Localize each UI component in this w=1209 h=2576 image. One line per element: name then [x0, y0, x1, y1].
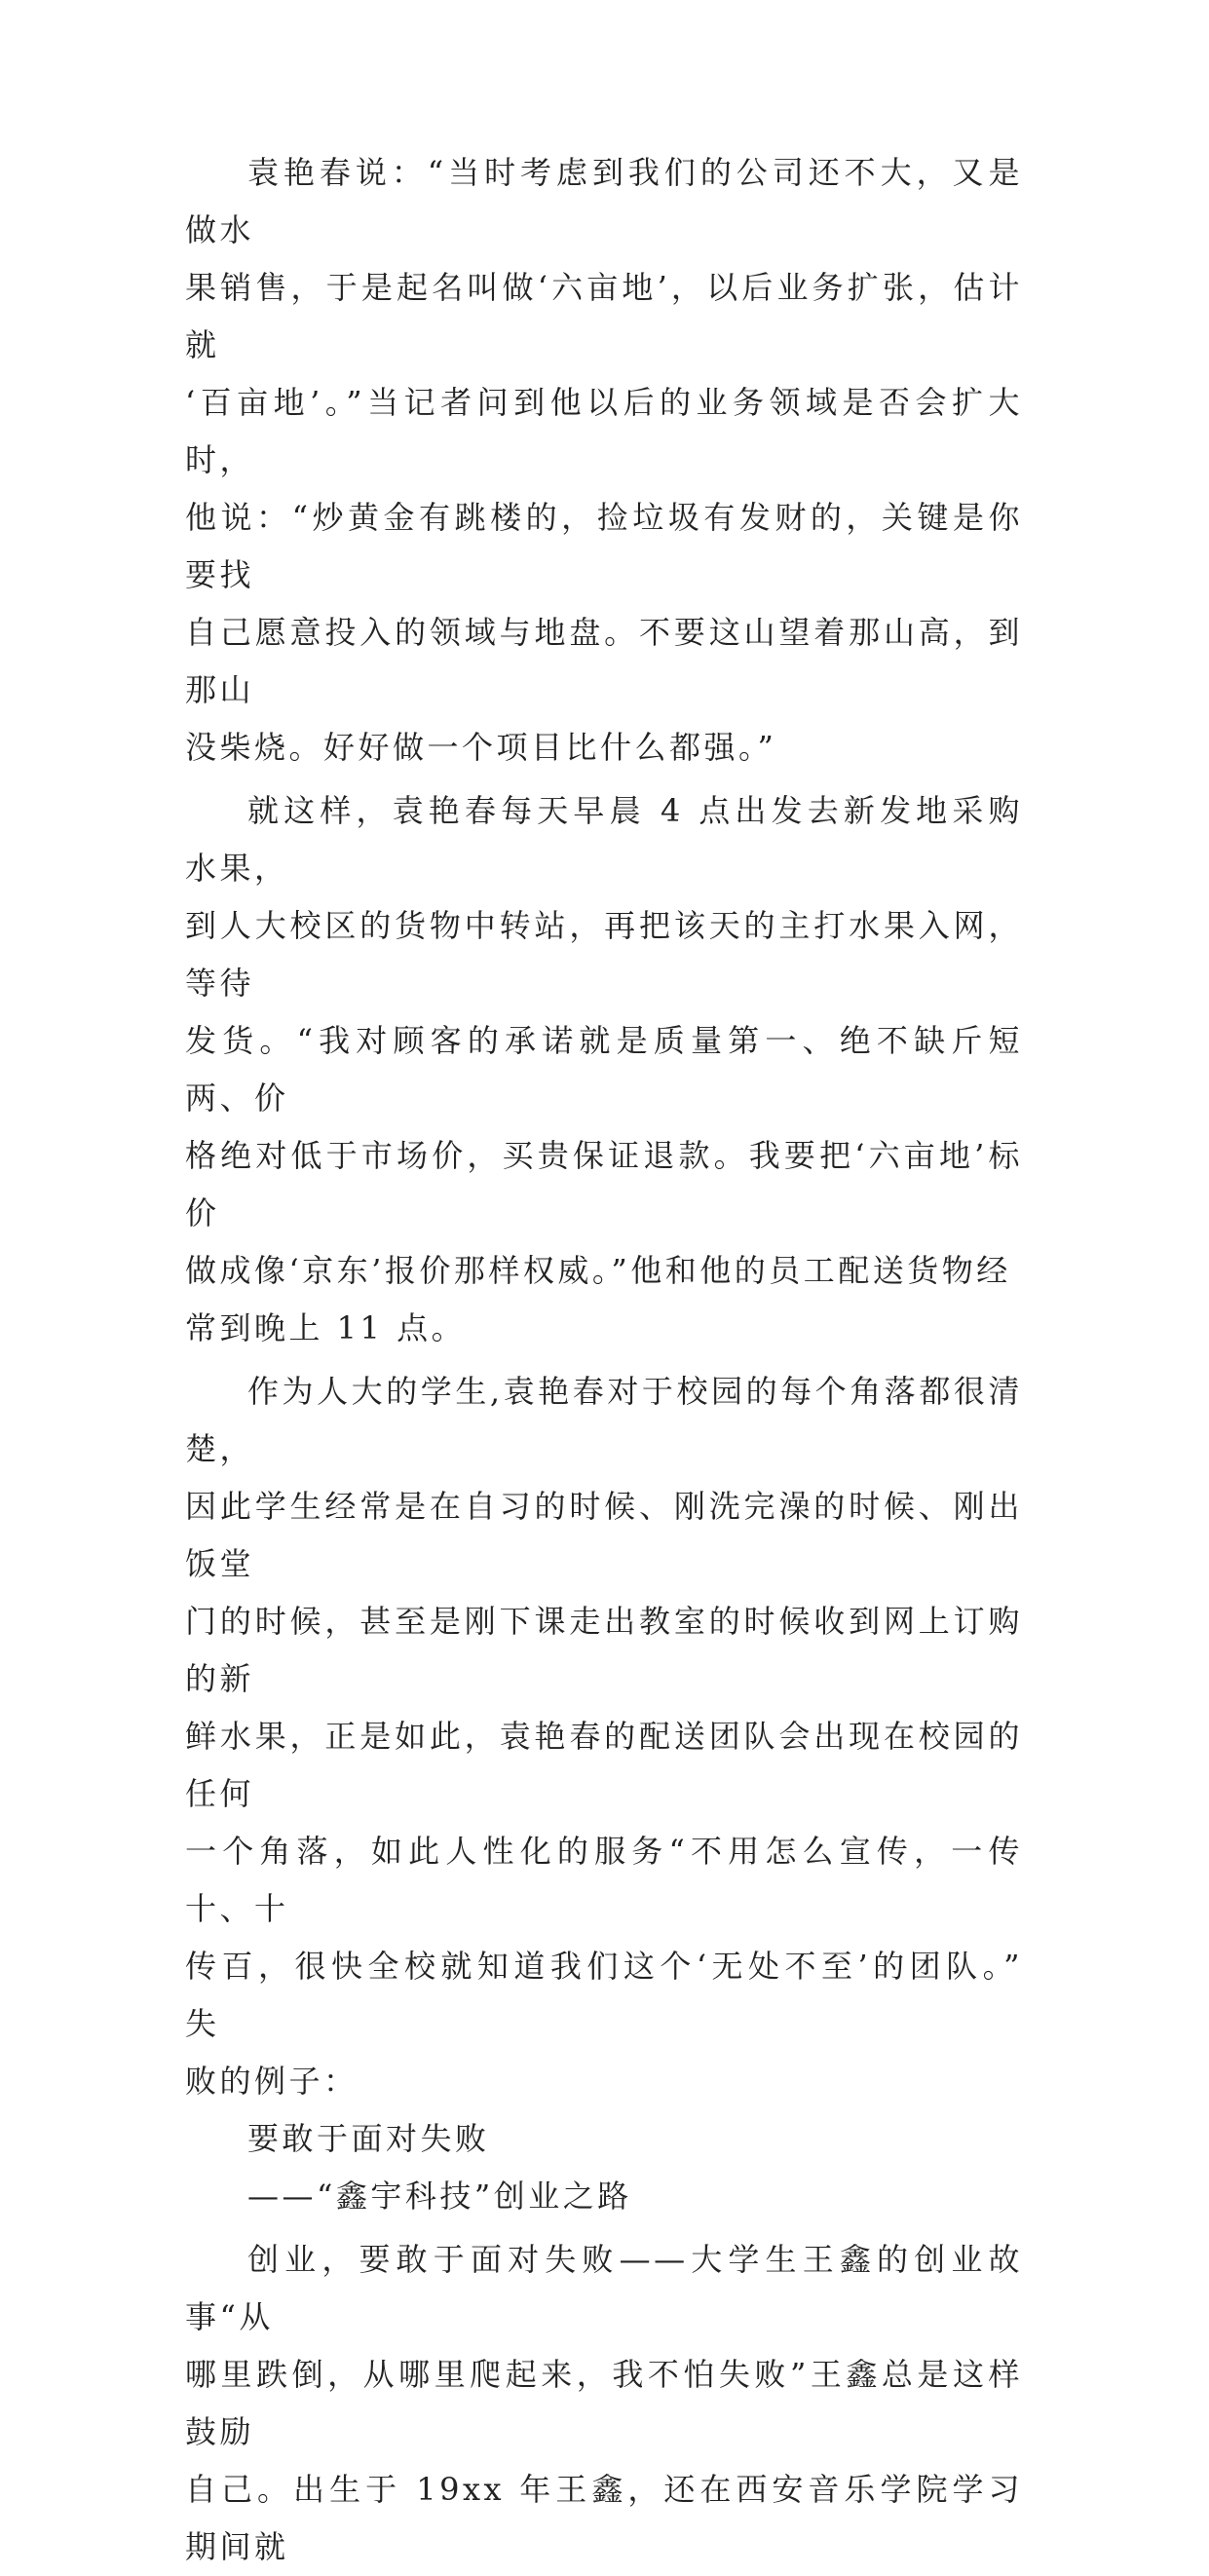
paragraph-yuan-quote: 袁艳春说：“当时考虑到我们的公司还不大，又是做水 果销售，于是起名叫做‘六亩地’，以后业务扩张，估计就 ‘百亩地’。”当记者问到他以后的业务领域是否会扩大时， 他说：“炒黄金有跳楼的，捡垃圾有发财的，关键是你要找 自己愿意投入的领域与地盘。不要这山望着那山高，到那山 没柴烧。好好做一个项目比什么都强。”	[185, 154, 1023, 766]
document-body	[185, 144, 1023, 2576]
paragraph-wang-xin-story: 创业，要敢于面对失败——大学生王鑫的创业故事“从 哪里跌倒，从哪里爬起来，我不怕失败”王鑫总是这样鼓励 自己。出生于 19xx 年王鑫，还在西安音乐学院学习期间就	[185, 2241, 1023, 2565]
section-heading: 要敢于面对失败	[247, 2120, 490, 2157]
paragraph-campus-delivery: 作为人大的学生,袁艳春对于校园的每个角落都很清楚， 因此学生经常是在自习的时候、刚洗完澡的时候、刚出饭堂 门的时候，甚至是刚下课走出教室的时候收到网上订购的新 鲜水果，正是如此，袁艳春的配送团队会出现在校园的任何 一个角落，如此人性化的服务“不用怎么宣传，一传十、十 传百，很快全校就知道我们这个‘无处不至’的团队。” 失 败的例子：	[185, 1373, 1023, 2100]
paragraph-daily-routine: 就这样，袁艳春每天早晨 4 点出发去新发地采购水果， 到人大校区的货物中转站，再把该天的主打水果入网，等待 发货。“我对顾客的承诺就是质量第一、绝不缺斤短两、价 格绝对低于市场价，买贵保证退款。我要把‘六亩地’标价 做成像‘京东’报价那样权威。”他和他的员工配送货物经 常到晚上 11 点。	[185, 792, 1023, 1346]
section-subtitle: ——“鑫宇科技”创业之路	[247, 2178, 632, 2215]
